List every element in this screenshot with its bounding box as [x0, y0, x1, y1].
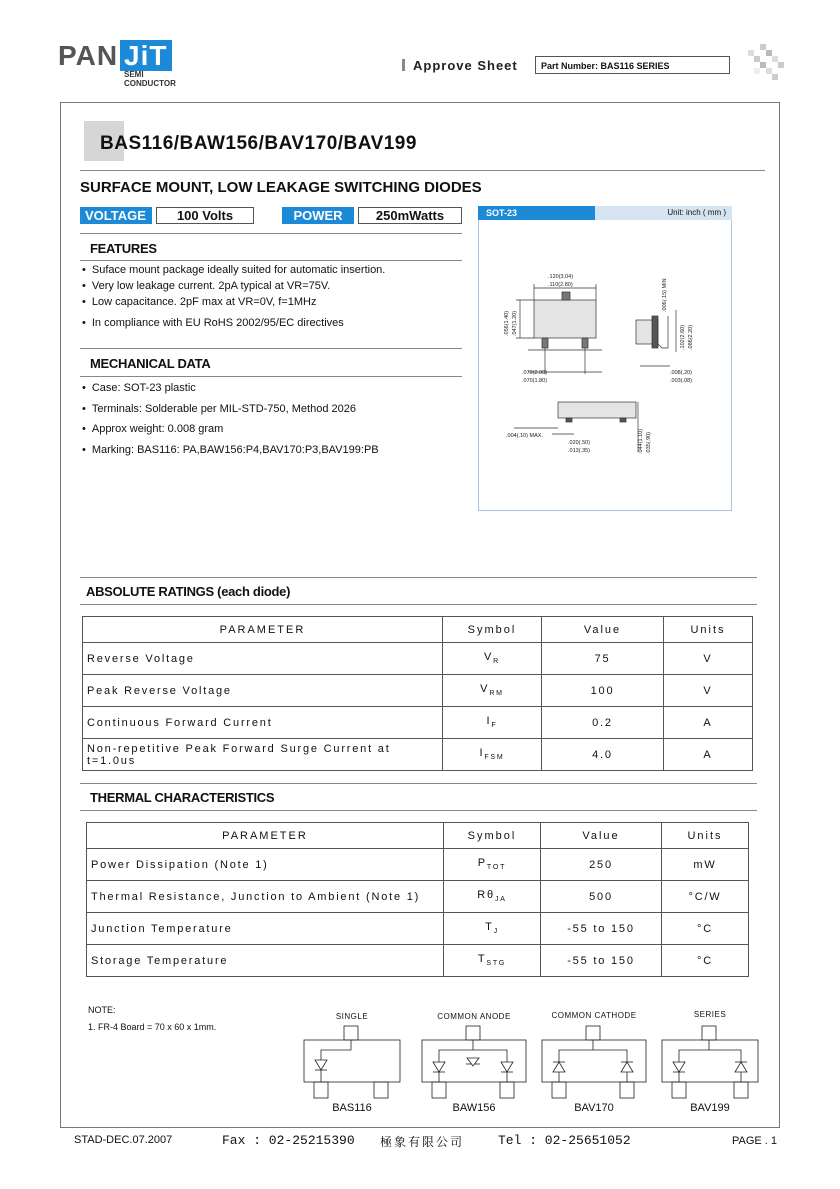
value-cell: 100 [542, 675, 664, 707]
unit-cell: V [664, 675, 753, 707]
dim-label: .102(2.60) [680, 324, 686, 350]
column-header: Value [542, 617, 664, 643]
logo-accent: JiT [120, 40, 171, 71]
value-cell: -55 to 150 [541, 945, 662, 977]
dim-label: .020(.50) [568, 440, 591, 446]
power-label: POWER [282, 207, 354, 224]
footer-page: PAGE . 1 [732, 1135, 778, 1147]
value-cell: 4.0 [542, 739, 664, 771]
dim-label: .006(.15) MIN [662, 278, 668, 312]
symbol-cell: $I_{FSM}$ [443, 739, 542, 771]
symbol-cell: $T_J$ [444, 913, 541, 945]
param-cell: Thermal Resistance, Junction to Ambient (Note 1) [87, 881, 444, 913]
divider [80, 604, 757, 605]
unit-cell: °C [662, 945, 749, 977]
mechanical-item: • Terminals: Solderable per MIL-STD-750, Method 2026 [82, 403, 356, 416]
column-header: Symbol [444, 823, 541, 849]
table-row [83, 707, 753, 739]
symbol-cell: $I_F$ [443, 707, 542, 739]
note-text: 1. FR-4 Board = 70 x 60 x 1mm. [88, 1022, 217, 1032]
company-logo [58, 40, 172, 72]
dim-label: .079(2.00) [522, 370, 548, 376]
dim-label: .004(.10) MAX. [506, 433, 543, 439]
unit-cell: V [664, 643, 753, 675]
page-subtitle: SURFACE MOUNT, LOW LEAKAGE SWITCHING DIODES [80, 179, 482, 196]
divider [80, 260, 462, 261]
page-title: BAS116/BAW156/BAV170/BAV199 [100, 133, 417, 154]
dim-label: .044(1.10) [638, 428, 644, 454]
footer-company: 極象有限公司 [380, 1135, 465, 1149]
mechanical-heading: MECHANICAL DATA [90, 356, 211, 371]
circuit-diagrams [300, 1024, 762, 1104]
divider [80, 783, 757, 784]
symbol-cell: $V_{RM}$ [443, 675, 542, 707]
logo-sub-2: CONDUCTOR [124, 79, 176, 88]
param-cell: Continuous Forward Current [83, 707, 443, 739]
table-row [87, 945, 749, 977]
divider [80, 810, 757, 811]
absolute-ratings-table [82, 616, 753, 771]
column-header: Units [664, 617, 753, 643]
divider [80, 376, 462, 377]
table-row [87, 849, 749, 881]
sheet-label: Approve Sheet [402, 58, 518, 73]
mechanical-item: • Case: SOT-23 plastic [82, 382, 196, 395]
logo-text: PAN [58, 40, 119, 71]
footer-fax: Fax : 02-25215390 [222, 1133, 355, 1148]
feature-item: • Suface mount package ideally suited for automatic insertion. [82, 264, 385, 277]
package-name: SOT-23 [478, 206, 595, 220]
divider [80, 233, 462, 234]
divider [80, 170, 765, 171]
column-header: PARAMETER [87, 823, 444, 849]
part-label: BAV170 [574, 1102, 614, 1114]
dim-label: .056(1.40) [504, 310, 510, 336]
voltage-label: VOLTAGE [80, 207, 152, 224]
unit-cell: mW [662, 849, 749, 881]
divider [80, 577, 757, 578]
table-header-row [87, 823, 749, 849]
table-row [87, 881, 749, 913]
logo-sub-1: SEMI [124, 70, 144, 79]
param-cell: Storage Temperature [87, 945, 444, 977]
column-header: Value [541, 823, 662, 849]
column-header: PARAMETER [83, 617, 443, 643]
config-label: SINGLE [335, 1012, 369, 1021]
power-value: 250mWatts [358, 207, 462, 224]
param-cell: Reverse Voltage [83, 643, 443, 675]
config-label: COMMON ANODE [437, 1012, 511, 1021]
footer-tel: Tel : 02-25651052 [498, 1133, 631, 1148]
symbol-cell: $T_{STG}$ [444, 945, 541, 977]
unit-cell: °C [662, 913, 749, 945]
part-number-box: Part Number: BAS116 SERIES [535, 56, 730, 74]
table-row [83, 675, 753, 707]
table-header-row [83, 617, 753, 643]
package-drawing [490, 262, 722, 462]
param-cell: Peak Reverse Voltage [83, 675, 443, 707]
note-label: NOTE: [88, 1005, 116, 1015]
dim-label: .110(2.80) [548, 282, 573, 288]
logo-subtitle [124, 70, 176, 88]
features-heading: FEATURES [90, 241, 157, 256]
dim-label: .070(1.80) [522, 378, 548, 384]
param-cell: Junction Temperature [87, 913, 444, 945]
symbol-cell: $R\theta_{JA}$ [444, 881, 541, 913]
dim-label: .120(3.04) [548, 274, 574, 280]
dim-label: .035(.90) [646, 431, 652, 454]
value-cell: 0.2 [542, 707, 664, 739]
feature-item: • Low capacitance. 2pF max at VR=0V, f=1MHz [82, 296, 316, 309]
dim-label: .013(.35) [568, 448, 591, 454]
table-row [87, 913, 749, 945]
package-unit: Unit: inch ( mm ) [667, 208, 726, 217]
unit-cell: A [664, 707, 753, 739]
unit-cell: A [664, 739, 753, 771]
part-label: BAW156 [452, 1102, 496, 1114]
table-row [83, 739, 753, 771]
dim-label: .008(.20) [670, 370, 693, 376]
value-cell: 250 [541, 849, 662, 881]
dim-label: .086(2.20) [688, 324, 694, 350]
config-label: SERIES [693, 1010, 727, 1019]
decorative-pixels-icon [748, 44, 784, 80]
unit-cell: °C/W [662, 881, 749, 913]
value-cell: 500 [541, 881, 662, 913]
value-cell: 75 [542, 643, 664, 675]
footer-date: STAD-DEC.07.2007 [74, 1134, 173, 1146]
config-label: COMMON CATHODE [551, 1011, 637, 1020]
part-label: BAS116 [332, 1102, 372, 1114]
absolute-heading: ABSOLUTE RATINGS (each diode) [86, 584, 291, 599]
column-header: Symbol [443, 617, 542, 643]
param-cell: Non-repetitive Peak Forward Surge Current at t=1.0us [83, 739, 443, 771]
mechanical-item: • Marking: BAS116: PA,BAW156:P4,BAV170:P3,BAV199:PB [82, 444, 379, 457]
mechanical-item: • Approx weight: 0.008 gram [82, 423, 223, 436]
symbol-cell: $V_R$ [443, 643, 542, 675]
part-label: BAV199 [690, 1102, 730, 1114]
dim-label: .003(.08) [670, 378, 693, 384]
column-header: Units [662, 823, 749, 849]
table-row [83, 643, 753, 675]
feature-item: • In compliance with EU RoHS 2002/95/EC directives [82, 317, 344, 330]
voltage-value: 100 Volts [156, 207, 254, 224]
feature-item: • Very low leakage current. 2pA typical at VR=75V. [82, 280, 330, 293]
param-cell: Power Dissipation (Note 1) [87, 849, 444, 881]
thermal-heading: THERMAL CHARACTERISTICS [90, 790, 275, 805]
value-cell: -55 to 150 [541, 913, 662, 945]
thermal-table [86, 822, 749, 977]
divider [80, 348, 462, 349]
dim-label: .047(1.20) [512, 310, 518, 336]
symbol-cell: $P_{TOT}$ [444, 849, 541, 881]
